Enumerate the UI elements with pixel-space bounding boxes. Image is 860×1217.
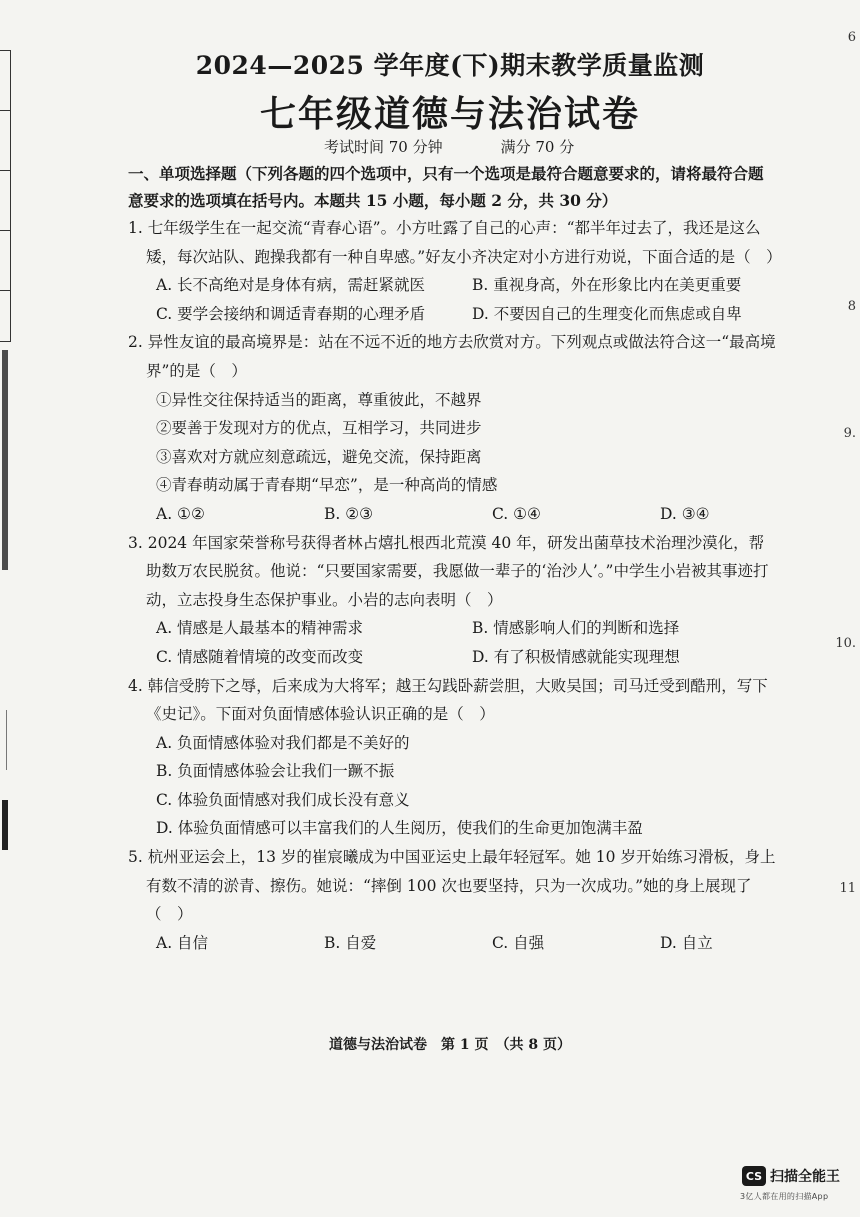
page-footer: 道德与法治试卷 第 1 页 （共 8 页） <box>329 1037 571 1053</box>
option-c: C. 自强 <box>492 933 545 952</box>
statement-item: ④青春萌动属于青春期“早恋”，是一种高尚的情感 <box>156 476 498 495</box>
question-stem: 3. 2024 年国家荣誉称号获得者林占熺扎根西北荒漠 40 年，研发出菌草技术治理沙漠化，帮助数万农民脱贫。他说：“只要国家需要，我愿做一辈子的‘治沙人’。”中学生小岩被其事迹打动，立志投身生态保护事业。小岩的志向表明（ ） <box>128 533 769 609</box>
binding-line <box>0 170 10 171</box>
option-d: D. ③④ <box>660 504 710 523</box>
question-stem: 4. 韩信受胯下之辱，后来成为大将军；越王勾践卧薪尝胆，大败吴国；司马迁受到酷刑，写下《史记》。下面对负面情感体验认识正确的是（ ） <box>128 676 768 724</box>
option-a: A. 长不高绝对是身体有病，需赶紧就医 <box>156 276 426 295</box>
option-d: D. 不要因自己的生理变化而焦虑或自卑 <box>472 304 742 323</box>
statement-item: ②要善于发现对方的优点，互相学习，共同进步 <box>156 419 482 438</box>
question-3 <box>128 529 778 672</box>
option-a: A. 自信 <box>156 933 209 952</box>
binding-text-mark <box>2 800 8 850</box>
scanner-name: 扫描全能王 <box>770 1169 840 1185</box>
binding-dash <box>6 710 7 770</box>
edge-mark: 10. <box>835 636 856 651</box>
scanner-watermark <box>742 1166 840 1186</box>
question-5 <box>128 843 778 957</box>
option-a: A. ①② <box>156 504 205 523</box>
exam-meta <box>324 136 632 157</box>
option-c: C. 要学会接纳和调适青春期的心理矛盾 <box>156 304 426 323</box>
camscanner-logo-icon: CS <box>742 1166 766 1186</box>
binding-line <box>0 290 10 291</box>
binding-text-mark <box>2 350 8 570</box>
binding-strip <box>0 20 14 1020</box>
scanner-tagline: 3亿人都在用的扫描App <box>740 1192 829 1201</box>
option-d: D. 自立 <box>660 933 713 952</box>
option-b: B. 重视身高，外在形象比内在美更重要 <box>472 276 742 295</box>
question-stem: 1. 七年级学生在一起交流“青春心语”。小方吐露了自己的心声：“都半年过去了，我还是这么矮，每次站队、跑操我都有一种自卑感。”好友小齐决定对小方进行劝说，下面合适的是（ ） <box>128 219 782 266</box>
option-group <box>128 500 778 529</box>
option-c: C. 情感随着情境的改变而改变 <box>156 647 364 666</box>
question-stem: 2. 异性友谊的最高境界是：站在不远不近的地方去欣赏对方。下列观点或做法符合这一“最高境界”的是（ ） <box>128 333 776 380</box>
option-group <box>128 729 778 843</box>
statement-item: ③喜欢对方就应刻意疏远，避免交流，保持距离 <box>156 447 482 466</box>
question-stem: 5. 杭州亚运会上，13 岁的崔宸曦成为中国亚运史上最年轻冠军。她 10 岁开始练习滑板，身上有数不清的淤青、擦伤。她说：“摔倒 100 次也要坚持，只为一次成功。”她的身上展现了（ ） <box>128 848 776 924</box>
edge-mark: 6 <box>847 30 856 45</box>
question-list <box>128 214 782 957</box>
option-b: B. 负面情感体验会让我们一蹶不振 <box>156 762 395 781</box>
full-score: 满分 70 分 <box>500 138 575 156</box>
option-c: C. ①④ <box>492 504 541 523</box>
option-d: D. 体验负面情感可以丰富我们的人生阅历，使我们的生命更加饱满丰盈 <box>156 819 643 838</box>
option-d: D. 有了积极情感就能实现理想 <box>472 647 680 666</box>
edge-mark: 8 <box>847 299 856 314</box>
question-2 <box>128 328 778 528</box>
option-group <box>128 929 778 958</box>
option-a: A. 负面情感体验对我们都是不美好的 <box>156 733 410 752</box>
option-b: B. ②③ <box>324 504 374 523</box>
option-b: B. 情感影响人们的判断和选择 <box>472 619 680 638</box>
option-group <box>128 614 778 671</box>
option-group <box>128 271 778 328</box>
question-1 <box>128 214 782 328</box>
edge-mark: 9. <box>843 426 856 441</box>
exam-time: 考试时间 70 分钟 <box>324 138 443 156</box>
statement-item: ①异性交往保持适当的距离，尊重彼此，不越界 <box>156 390 482 409</box>
edge-mark: 11 <box>839 881 856 896</box>
binding-line <box>0 230 10 231</box>
question-4 <box>128 672 778 844</box>
section-heading: 一、单项选择题（下列各题的四个选项中，只有一个选项是最符合题意要求的，请将最符合题意要求的选项填在括号内。本题共 15 小题，每小题 2 分，共 30 分） <box>128 164 764 210</box>
option-c: C. 体验负面情感对我们成长没有意义 <box>156 790 410 809</box>
option-a: A. 情感是人最基本的精神需求 <box>156 619 364 638</box>
option-b: B. 自爱 <box>324 933 377 952</box>
exam-title: 2024—2025 学年度(下)期末教学质量监测 <box>195 51 705 80</box>
exam-subject-title: 七年级道德与法治试卷 <box>259 93 640 135</box>
